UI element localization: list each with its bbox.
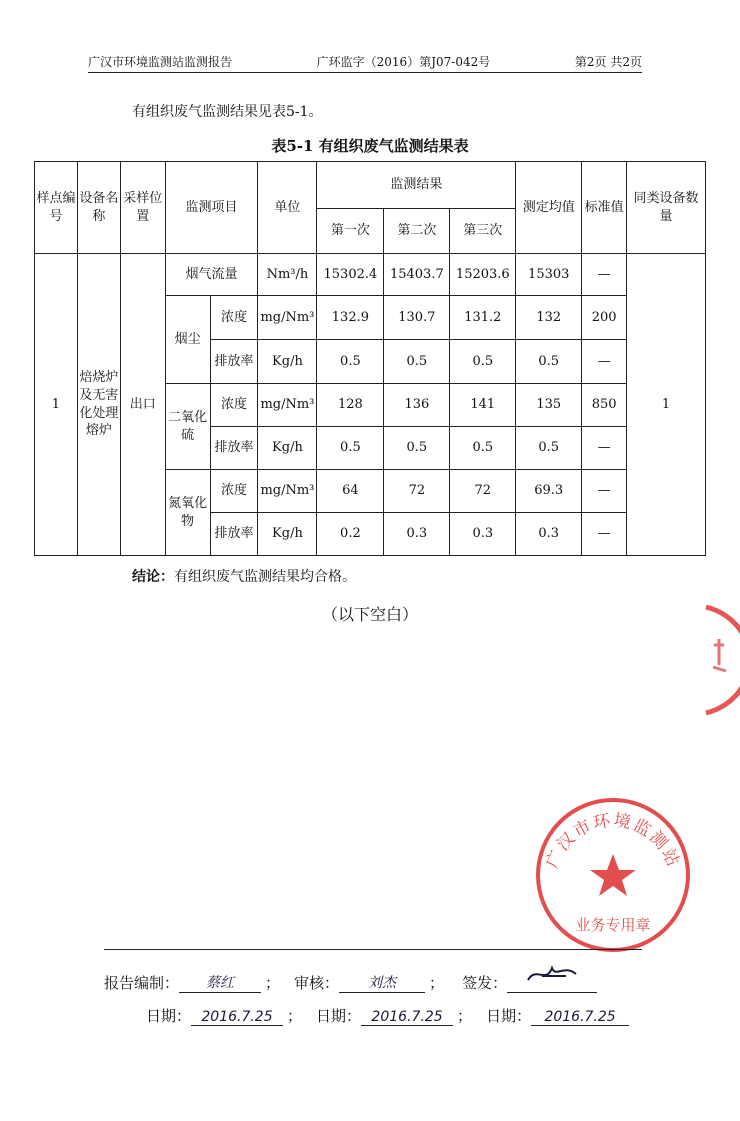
reviewer-label: 审核： [294,974,340,992]
header-sample-no: 样点编号 [35,162,78,254]
cell-unit: Nm³/h [258,254,317,296]
reviewer-signature: 刘杰 [339,972,425,993]
cell-value: 0.3 [450,513,516,556]
cell-standard: — [582,470,627,513]
cell-value: 0.5 [450,427,516,470]
cell-value: 72 [450,470,516,513]
header-item: 监测项目 [165,162,258,254]
header-count: 同类设备数量 [627,162,706,254]
cell-value: 131.2 [450,296,516,340]
header-location: 采样位置 [120,162,165,254]
intro-text: 有组织废气监测结果见表5-1。 [132,104,323,120]
date-field-1: 日期： 2016.7.25 ； [146,1007,303,1025]
cell-unit: mg/Nm³ [258,296,317,340]
issuer-field [462,962,597,993]
cell-item: 排放率 [210,340,258,384]
compiler-field: 报告编制： 蔡红 ； [104,974,281,992]
date-label: 日期： [146,1007,192,1025]
cell-standard: 200 [582,296,627,340]
cell-standard: — [582,427,627,470]
svg-text:广汉市环境监测站: 广汉市环境监测站 [542,810,684,872]
cell-mean: 69.3 [516,470,582,513]
cell-group: 烟尘 [165,296,210,384]
conclusion-label: 结论： [132,569,174,585]
date-row [146,1005,650,1026]
cell-mean: 15303 [516,254,582,296]
signature-divider [104,949,642,950]
cell-standard: 850 [582,384,627,427]
cell-value: 0.5 [384,340,450,384]
header-standard: 标准值 [582,162,627,254]
date-field-2: 日期： 2016.7.25 ； [316,1007,473,1025]
cell-unit: Kg/h [258,427,317,470]
cell-value: 0.2 [317,513,384,556]
compiler-label: 报告编制： [104,974,180,992]
date-value: 2016.7.25 [531,1009,629,1026]
cell-standard: — [582,254,627,296]
issuer-label: 签发： [462,974,508,992]
cell-value: 141 [450,384,516,427]
emission-results-table [34,161,706,556]
cell-value: 132.9 [317,296,384,340]
date-label: 日期： [486,1007,532,1025]
page-header [88,48,642,73]
cell-standard: — [582,513,627,556]
cell-value: 72 [384,470,450,513]
cell-value: 15203.6 [450,254,516,296]
cell-value: 136 [384,384,450,427]
cell-item: 烟气流量 [165,254,258,296]
cell-value: 0.5 [384,427,450,470]
cell-item: 浓度 [210,470,258,513]
issuer-signature-mark [522,962,582,988]
cell-value: 128 [317,384,384,427]
header-org: 广汉市环境监测站监测报告 [88,55,233,69]
header-third: 第三次 [450,209,516,254]
conclusion [132,566,356,586]
cell-unit: Kg/h [258,340,317,384]
partial-seal-icon [700,605,740,715]
cell-value: 0.5 [450,340,516,384]
cell-value: 64 [317,470,384,513]
date-field-3 [486,1005,629,1026]
cell-value: 130.7 [384,296,450,340]
issuer-signature [507,962,597,993]
compiler-signature: 蔡红 [179,972,261,993]
table-row [35,254,706,296]
cell-item: 浓度 [210,296,258,340]
header-report-no: 广环监字（2016）第J07-042号 [316,55,491,69]
cell-item: 排放率 [210,427,258,470]
date-value: 2016.7.25 [191,1009,283,1026]
blank-note: （以下空白） [321,605,418,624]
date-value: 2016.7.25 [361,1009,453,1026]
cell-item: 浓度 [210,384,258,427]
cell-value: 15403.7 [384,254,450,296]
conclusion-text: 有组织废气监测结果均合格。 [174,569,356,585]
reviewer-field: 审核： 刘杰 ； [294,974,445,992]
cell-item: 排放率 [210,513,258,556]
cell-mean: 0.5 [516,427,582,470]
cell-standard: — [582,340,627,384]
cell-sample-no: 1 [35,254,78,556]
cell-group: 二氧化硫 [165,384,210,470]
date-label: 日期： [316,1007,362,1025]
cell-mean: 135 [516,384,582,427]
cell-mean: 0.3 [516,513,582,556]
table-title: 表5-1 有组织废气监测结果表 [271,137,469,155]
header-mean: 测定均值 [516,162,582,254]
cell-mean: 0.5 [516,340,582,384]
cell-count: 1 [627,254,706,556]
header-page-number: 第2页 共2页 [574,55,642,69]
cell-mean: 132 [516,296,582,340]
cell-group: 氮氧化物 [165,470,210,556]
header-device: 设备名称 [77,162,120,254]
header-first: 第一次 [317,209,384,254]
cell-location: 出口 [120,254,165,556]
cell-value: 0.3 [384,513,450,556]
cell-value: 15302.4 [317,254,384,296]
header-unit: 单位 [258,162,317,254]
official-seal-icon [528,790,698,955]
cell-value: 0.5 [317,427,384,470]
signature-row [104,962,650,993]
cell-unit: mg/Nm³ [258,470,317,513]
cell-unit: Kg/h [258,513,317,556]
header-second: 第二次 [384,209,450,254]
header-results: 监测结果 [317,162,516,209]
cell-unit: mg/Nm³ [258,384,317,427]
svg-text:业务专用章: 业务专用章 [575,916,651,934]
cell-value: 0.5 [317,340,384,384]
cell-device: 焙烧炉及无害化处理熔炉 [77,254,120,556]
